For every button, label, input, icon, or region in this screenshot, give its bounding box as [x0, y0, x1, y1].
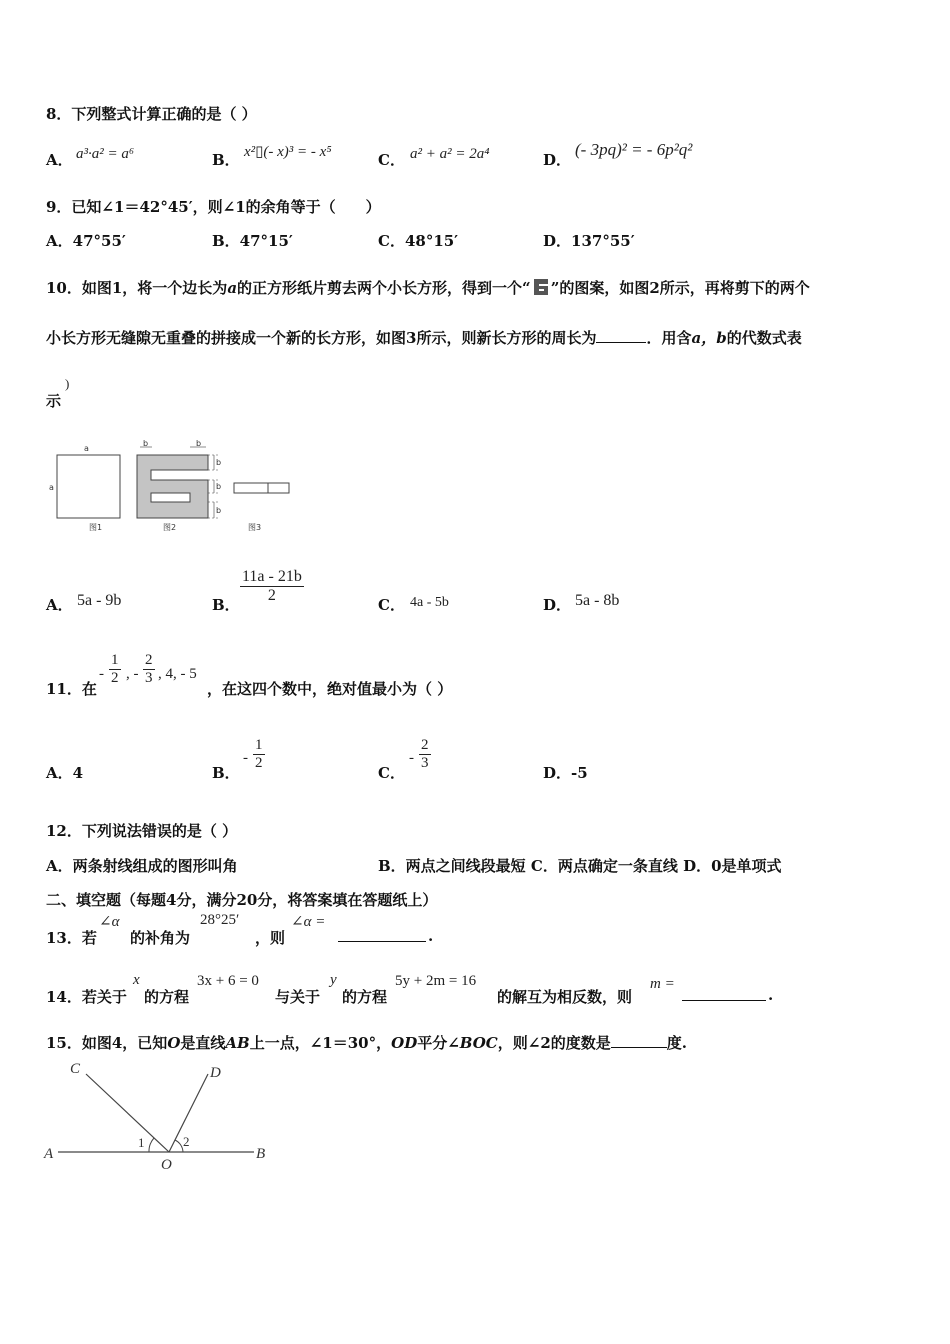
q12-stem: 12．下列说法错误的是（ ） — [46, 822, 238, 840]
fig2-six-shape — [137, 455, 208, 518]
q11-option-c-neg: - — [409, 750, 414, 766]
q9-option-d: D．137°55′ — [543, 232, 635, 250]
q13-end: . — [428, 927, 434, 945]
point-D: D — [210, 1065, 221, 1081]
q11-rest: , 4, - 5 — [158, 666, 197, 682]
q8-option-c-label: C． — [378, 151, 405, 169]
q11-option-c-label: C． — [378, 764, 405, 782]
q14-text-c: 与关于 — [275, 988, 321, 1006]
q10-answer-blank[interactable] — [596, 342, 646, 343]
angle-2-label: 2 — [183, 1134, 190, 1149]
q13-alpha: ∠α — [99, 914, 120, 930]
fig2-label: 图2 — [163, 523, 177, 532]
q15-figure — [42, 1058, 282, 1178]
q9-stem: 9．已知∠1＝42°45′，则∠1的余角等于（ ） — [46, 198, 381, 216]
q11-option-a: A．4 — [46, 764, 84, 782]
angle-1-arc — [149, 1138, 154, 1152]
six-shape-icon — [533, 278, 549, 296]
q10-figures — [40, 439, 300, 532]
q10-option-b-fraction: 11a - 21b 2 — [242, 568, 302, 604]
q13-text-a: 13．若 — [46, 929, 97, 947]
q14-m: m = — [650, 976, 675, 992]
q12-options-bcd: B．两点之间线段最短 C．两点确定一条直线 D．0是单项式 — [378, 857, 782, 875]
q11-option-b-fraction: 1 2 — [255, 737, 263, 771]
q10-option-d-label: D． — [543, 596, 572, 614]
q14-text-e: 的解互为相反数，则 — [497, 988, 633, 1006]
q13-text-c: ，则 — [255, 929, 286, 947]
q11-stem-b: ，在这四个数中，绝对值最小为（ ） — [207, 680, 453, 698]
q10-option-d-expr: 5a - 8b — [575, 592, 620, 609]
svg-text:b: b — [196, 439, 202, 448]
svg-text:b: b — [216, 506, 222, 515]
q8-option-b-expr: x²▯(- x)³ = - x⁵ — [244, 144, 332, 160]
q14-x: x — [133, 972, 140, 988]
svg-text:b: b — [143, 439, 149, 448]
q8-option-c-expr: a² + a² = 2a⁴ — [410, 146, 490, 162]
fig1-a-left: a — [49, 483, 54, 492]
q10-option-a-expr: 5a - 9b — [77, 592, 122, 609]
q13-angle: 28°25′ — [200, 912, 240, 928]
q11-fraction-2: 2 3 — [145, 652, 153, 686]
angle-1-label: 1 — [138, 1135, 145, 1150]
q14-text-d: 的方程 — [342, 988, 388, 1006]
fig1-square — [57, 455, 120, 518]
point-B: B — [256, 1146, 266, 1162]
q14-end: . — [768, 986, 774, 1004]
q11-fraction-1: 1 2 — [111, 652, 119, 686]
fig3-label: 图3 — [248, 523, 262, 532]
q14-answer-blank[interactable] — [682, 984, 766, 1001]
ray-OC — [86, 1074, 169, 1152]
svg-text:b: b — [216, 482, 222, 491]
q10-line1: 10．如图1，将一个边长为a的正方形纸片剪去两个小长方形，得到一个“ ”的图案，如图2所示，再将剪下的两个 — [46, 279, 810, 297]
q10-option-a-label: A． — [46, 596, 73, 614]
q8-stem: 8．下列整式计算正确的是（ ） — [46, 105, 257, 123]
q13-answer-blank[interactable] — [338, 925, 426, 942]
fig3-rectangle — [234, 483, 289, 493]
q11-neg-sign: - — [99, 666, 104, 682]
q8-option-a-expr: a³·a² = a⁶ — [76, 146, 135, 162]
q10-option-b-label: B． — [212, 596, 240, 614]
q10-option-c-label: C． — [378, 596, 405, 614]
fig1-a-top: a — [84, 444, 89, 453]
fig1-label: 图1 — [89, 523, 103, 532]
q10-stray-paren: ) — [65, 376, 70, 391]
q14-y: y — [330, 972, 337, 988]
q10-line2: 小长方形无缝隙无重叠的拼接成一个新的长方形，如图3所示，则新长方形的周长为 ．用含a，b的代数式表 — [46, 329, 802, 347]
q8-option-a-label: A． — [46, 151, 73, 169]
q11-stem-a: 11．在 — [46, 680, 97, 698]
q9-option-b: B．47°15′ — [212, 232, 293, 250]
q13-text-b: 的补角为 — [130, 929, 191, 947]
angle-2-arc — [175, 1140, 183, 1152]
q14-eq1: 3x + 6 = 0 — [197, 973, 259, 989]
q11-option-b-neg: - — [243, 750, 248, 766]
point-A: A — [44, 1146, 54, 1162]
q14-eq2: 5y + 2m = 16 — [395, 973, 477, 989]
q9-option-a: A．47°55′ — [46, 232, 126, 250]
q11-mid: , - — [126, 666, 139, 682]
q13-alpha-eq: ∠α = — [291, 914, 326, 930]
point-O: O — [161, 1157, 172, 1173]
q8-option-d-expr: (- 3pq)² = - 6p²q² — [575, 140, 693, 159]
q11-option-c-fraction: 2 3 — [421, 737, 429, 771]
q8-option-d-label: D． — [543, 151, 572, 169]
section-2-title: 二、填空题（每题4分，满分20分，将答案填在答题纸上） — [46, 891, 438, 909]
q14-text-a: 14．若关于 — [46, 988, 127, 1006]
q15-text: 15．如图4，已知O是直线AB上一点，∠1＝30°，OD平分∠BOC，则∠2的度数是 度. — [46, 1034, 687, 1052]
point-C: C — [70, 1061, 81, 1077]
svg-text:b: b — [216, 458, 222, 467]
q11-option-d: D．-5 — [543, 764, 588, 782]
q10-line3: 示 — [46, 392, 62, 410]
q11-option-b-label: B． — [212, 764, 240, 782]
q14-text-b: 的方程 — [144, 988, 190, 1006]
q8-option-b-label: B． — [212, 151, 240, 169]
q15-answer-blank[interactable] — [611, 1047, 667, 1048]
var-a: a — [227, 279, 238, 297]
q12-option-a: A．两条射线组成的图形叫角 — [46, 857, 238, 875]
q9-option-c: C．48°15′ — [378, 232, 459, 250]
q10-option-c-expr: 4a - 5b — [410, 595, 449, 610]
